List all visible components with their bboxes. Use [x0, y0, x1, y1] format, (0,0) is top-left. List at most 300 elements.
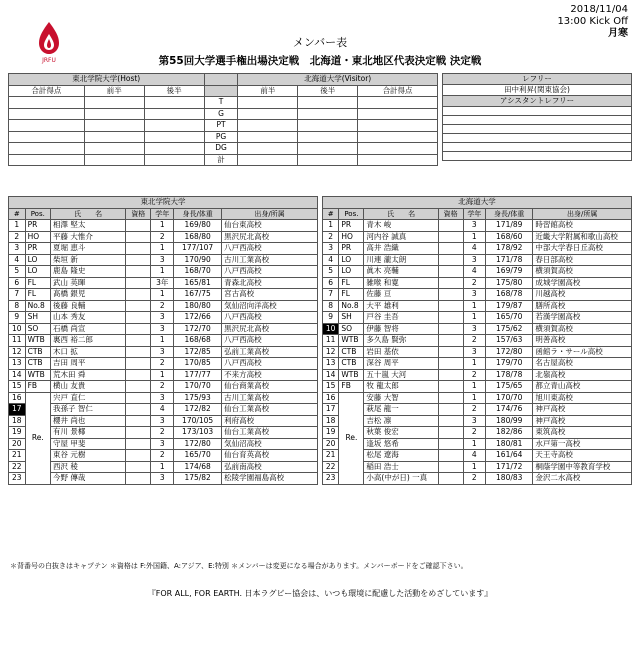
player-school: 明善高校 [533, 335, 632, 347]
player-height-weight: 165/70 [486, 312, 533, 324]
score-cell [358, 97, 438, 109]
player-year: 1 [463, 358, 486, 370]
player-number: 20 [323, 438, 339, 450]
player-position: SH [339, 312, 364, 324]
player-height-weight: 180/81 [486, 438, 533, 450]
score-table [8, 73, 438, 166]
player-school: 金沢二水高校 [533, 473, 632, 485]
player-row [323, 254, 632, 266]
player-row [9, 289, 318, 301]
column-header-year: 学年 [151, 208, 174, 220]
player-name: 雑喉 和寛 [364, 277, 438, 289]
player-name: 髙橋 銀児 [50, 289, 125, 301]
player-name: 多久島 賢弥 [364, 335, 438, 347]
player-name: 深谷 周平 [364, 358, 438, 370]
player-qualification [438, 266, 463, 278]
player-name: 相澤 堅太 [50, 220, 125, 232]
player-name: 萩尾 龍一 [364, 404, 438, 416]
player-number: 17 [9, 404, 26, 416]
player-height-weight: 170/105 [174, 415, 222, 427]
player-number: 2 [9, 231, 26, 243]
home-roster-table [8, 196, 318, 485]
player-height-weight: 171/78 [486, 254, 533, 266]
player-school: 中部大学春日丘高校 [533, 243, 632, 255]
player-qualification [438, 427, 463, 439]
player-height-weight: 174/76 [486, 404, 533, 416]
score-cell [238, 131, 298, 143]
player-name: 眞木 亮輔 [364, 266, 438, 278]
player-number: 15 [9, 381, 26, 393]
home-team-header: 東北学院大学(Host) [9, 74, 205, 86]
score-cell [358, 131, 438, 143]
player-number: 14 [323, 369, 339, 381]
player-height-weight: 172/80 [486, 346, 533, 358]
visitor-total-label: 合計得点 [358, 85, 438, 97]
player-number: 22 [9, 461, 26, 473]
player-qualification [438, 300, 463, 312]
player-number: 5 [9, 266, 26, 278]
player-row [9, 323, 318, 335]
score-cell [144, 154, 204, 166]
score-cell [358, 154, 438, 166]
score-cell [144, 97, 204, 109]
score-cell [298, 154, 358, 166]
player-school: 弘前南高校 [222, 461, 318, 473]
player-year: 3 [463, 289, 486, 301]
player-school: 松陵学園福島高校 [222, 473, 318, 485]
player-qualification [438, 358, 463, 370]
player-qualification [126, 243, 151, 255]
player-year: 3 [151, 438, 174, 450]
player-height-weight: 169/80 [174, 220, 222, 232]
player-position: No.8 [25, 300, 50, 312]
player-year: 3 [151, 254, 174, 266]
player-height-weight: 172/66 [174, 312, 222, 324]
visitor-team-header: 北海道大学(Visitor) [238, 74, 438, 86]
player-year: 1 [151, 220, 174, 232]
player-number: 6 [323, 277, 339, 289]
team-name-header: 東北学院大学 [9, 197, 318, 209]
player-position: SO [25, 323, 50, 335]
player-name: 戸谷 圭吾 [364, 312, 438, 324]
player-name: 後藤 良輔 [50, 300, 125, 312]
player-school: 気仙沼向洋高校 [222, 300, 318, 312]
player-school: 宮古高校 [222, 289, 318, 301]
player-school: 利府高校 [222, 415, 318, 427]
player-qualification [126, 450, 151, 462]
player-year: 1 [463, 231, 486, 243]
player-row [9, 461, 318, 473]
player-qualification [126, 277, 151, 289]
player-number: 14 [9, 369, 26, 381]
player-qualification [438, 231, 463, 243]
player-year: 1 [463, 392, 486, 404]
player-qualification [126, 254, 151, 266]
player-row [323, 381, 632, 393]
player-height-weight: 157/63 [486, 335, 533, 347]
player-name: 松尾 遼海 [364, 450, 438, 462]
player-name: 我孫子 智仁 [50, 404, 125, 416]
player-row [323, 300, 632, 312]
player-year: 2 [151, 450, 174, 462]
player-position: No.8 [339, 300, 364, 312]
reserve-label: Re. [25, 392, 50, 484]
player-qualification [438, 450, 463, 462]
player-qualification [438, 415, 463, 427]
column-header-qual: 資格 [438, 208, 463, 220]
score-cell [358, 120, 438, 132]
player-school: 膳所高校 [533, 300, 632, 312]
player-row [9, 254, 318, 266]
player-number: 7 [323, 289, 339, 301]
player-position: FL [25, 289, 50, 301]
player-qualification [438, 277, 463, 289]
player-year: 4 [463, 450, 486, 462]
player-qualification [126, 381, 151, 393]
player-height-weight: 177/77 [174, 369, 222, 381]
score-cell [84, 120, 144, 132]
player-name: 夏堀 恵斗 [50, 243, 125, 255]
player-position: WTB [25, 369, 50, 381]
player-height-weight: 179/87 [486, 300, 533, 312]
player-year: 1 [463, 312, 486, 324]
score-cell [298, 108, 358, 120]
player-number: 4 [323, 254, 339, 266]
player-height-weight: 178/92 [486, 243, 533, 255]
player-year: 1 [151, 369, 174, 381]
score-cell [144, 131, 204, 143]
player-school: 近畿大学附属和歌山高校 [533, 231, 632, 243]
player-name: 石橋 尚宣 [50, 323, 125, 335]
player-qualification [126, 300, 151, 312]
player-school: 成城学園高校 [533, 277, 632, 289]
score-cell [358, 108, 438, 120]
player-position: HO [25, 231, 50, 243]
player-row [9, 312, 318, 324]
player-name: 安藤 大智 [364, 392, 438, 404]
player-height-weight: 177/107 [174, 243, 222, 255]
score-row [9, 143, 438, 155]
player-school: 仙台工業高校 [222, 427, 318, 439]
player-number: 21 [9, 450, 26, 462]
player-position: PR [339, 243, 364, 255]
player-number: 17 [323, 404, 339, 416]
score-cell [298, 143, 358, 155]
player-year: 3 [463, 415, 486, 427]
footer-slogan: 『FOR ALL, FOR EARTH. 日本ラグビー協会は、いつも環境に配慮した活動をめざしています』 [147, 589, 493, 598]
player-number: 22 [323, 461, 339, 473]
player-number: 1 [323, 220, 339, 232]
player-name: 武山 英暉 [50, 277, 125, 289]
player-number: 23 [9, 473, 26, 485]
player-number: 11 [323, 335, 339, 347]
player-position: LO [339, 254, 364, 266]
player-row [323, 243, 632, 255]
score-cell [9, 108, 85, 120]
player-school: 不来方高校 [222, 369, 318, 381]
player-height-weight: 167/75 [174, 289, 222, 301]
score-row [9, 131, 438, 143]
visitor-first-label: 前半 [238, 85, 298, 97]
player-school: 神戸高校 [533, 404, 632, 416]
player-number: 16 [323, 392, 339, 404]
player-year: 2 [463, 473, 486, 485]
player-number: 11 [9, 335, 26, 347]
player-school: 黒沢尻北高校 [222, 323, 318, 335]
player-qualification [438, 289, 463, 301]
home-first-label: 前半 [84, 85, 144, 97]
player-row [9, 473, 318, 485]
player-number: 10 [323, 323, 339, 335]
player-number: 4 [9, 254, 26, 266]
player-year: 3 [151, 312, 174, 324]
player-year: 2 [463, 427, 486, 439]
player-height-weight: 174/68 [174, 461, 222, 473]
player-height-weight: 168/80 [174, 231, 222, 243]
player-year: 4 [463, 243, 486, 255]
score-cell [9, 131, 85, 143]
column-header-body: 身長/体重 [486, 208, 533, 220]
player-number: 3 [9, 243, 26, 255]
player-name: 吉田 周平 [50, 358, 125, 370]
player-height-weight: 173/103 [174, 427, 222, 439]
player-school: 黒沢尻北高校 [222, 231, 318, 243]
player-row [323, 312, 632, 324]
player-school: 仙台育英高校 [222, 450, 318, 462]
player-height-weight: 170/70 [486, 392, 533, 404]
player-number: 5 [323, 266, 339, 278]
player-year: 3 [151, 473, 174, 485]
player-qualification [126, 231, 151, 243]
player-row [323, 461, 632, 473]
player-school: 春日部高校 [533, 254, 632, 266]
player-number: 12 [9, 346, 26, 358]
player-number: 7 [9, 289, 26, 301]
player-name: 牧 龍太郎 [364, 381, 438, 393]
score-cell [238, 120, 298, 132]
player-height-weight: 165/70 [174, 450, 222, 462]
player-row [9, 335, 318, 347]
player-row [323, 335, 632, 347]
player-height-weight: 171/89 [486, 220, 533, 232]
score-row-label: T [204, 97, 238, 109]
player-number: 13 [9, 358, 26, 370]
player-school: 気仙沼高校 [222, 438, 318, 450]
score-cell [238, 143, 298, 155]
player-number: 8 [9, 300, 26, 312]
player-qualification [126, 461, 151, 473]
player-name: 鹿島 隆史 [50, 266, 125, 278]
score-cell [298, 120, 358, 132]
svg-text:JRFU: JRFU [42, 57, 56, 64]
score-cell [84, 97, 144, 109]
player-year: 3 [151, 323, 174, 335]
player-year: 1 [463, 461, 486, 473]
player-position: WTB [339, 369, 364, 381]
player-qualification [126, 392, 151, 404]
player-year: 2 [463, 404, 486, 416]
player-row [323, 277, 632, 289]
column-header-name: 氏 名 [50, 208, 125, 220]
player-height-weight: 171/72 [486, 461, 533, 473]
player-height-weight: 178/78 [486, 369, 533, 381]
score-cell [9, 120, 85, 132]
player-school: 古川工業高校 [222, 254, 318, 266]
player-height-weight: 172/80 [174, 438, 222, 450]
player-row [323, 358, 632, 370]
home-total-label: 合計得点 [9, 85, 85, 97]
player-position: SH [25, 312, 50, 324]
player-row [9, 450, 318, 462]
player-row [9, 346, 318, 358]
player-year: 2 [463, 277, 486, 289]
player-qualification [438, 243, 463, 255]
player-name: 逢坂 悠希 [364, 438, 438, 450]
column-header-qual: 資格 [126, 208, 151, 220]
player-row [9, 300, 318, 312]
player-row [323, 427, 632, 439]
score-row-label: PG [204, 131, 238, 143]
player-school: 八戸西高校 [222, 266, 318, 278]
player-row [9, 358, 318, 370]
player-height-weight: 175/62 [486, 323, 533, 335]
assistant-referee-label: アシスタントレフリー [443, 96, 632, 107]
player-qualification [438, 312, 463, 324]
player-row [323, 266, 632, 278]
column-header-num: # [323, 208, 339, 220]
player-school: 八戸西高校 [222, 312, 318, 324]
player-school: 横須賀高校 [533, 266, 632, 278]
player-position: PR [25, 243, 50, 255]
player-height-weight: 180/80 [174, 300, 222, 312]
player-row [9, 392, 318, 404]
player-number: 2 [323, 231, 339, 243]
player-position: PR [339, 220, 364, 232]
player-name: 今野 傳哉 [50, 473, 125, 485]
player-school: 函館ラ・サール高校 [533, 346, 632, 358]
player-school: 弘前工業高校 [222, 346, 318, 358]
player-school: 八戸西高校 [222, 243, 318, 255]
player-school: 天王寺高校 [533, 450, 632, 462]
player-row [323, 450, 632, 462]
player-year: 2 [151, 300, 174, 312]
player-qualification [126, 220, 151, 232]
match-info [557, 4, 628, 40]
player-row [323, 473, 632, 485]
player-qualification [126, 323, 151, 335]
player-position: CTB [339, 358, 364, 370]
player-position: LO [25, 254, 50, 266]
player-name: 平藤 大惟介 [50, 231, 125, 243]
player-name: 佐藤 亘 [364, 289, 438, 301]
player-name: 山本 秀友 [50, 312, 125, 324]
player-name: 柴垣 新 [50, 254, 125, 266]
column-header-school: 出身/所属 [222, 208, 318, 220]
player-year: 1 [151, 266, 174, 278]
player-row [323, 404, 632, 416]
column-header-body: 身長/体重 [174, 208, 222, 220]
player-qualification [126, 335, 151, 347]
score-row-label: PT [204, 120, 238, 132]
player-qualification [438, 220, 463, 232]
player-height-weight: 168/78 [486, 289, 533, 301]
player-qualification [126, 427, 151, 439]
player-position: FL [25, 277, 50, 289]
player-year: 2 [151, 427, 174, 439]
player-position: FB [25, 381, 50, 393]
kickoff-time: 13:00 Kick Off [557, 16, 628, 27]
player-number: 3 [323, 243, 339, 255]
player-school: 時習館高校 [533, 220, 632, 232]
player-qualification [438, 381, 463, 393]
player-name: 木口 拡 [50, 346, 125, 358]
player-school: 東筑高校 [533, 427, 632, 439]
player-number: 19 [323, 427, 339, 439]
player-row [9, 438, 318, 450]
player-name: 高井 浩織 [364, 243, 438, 255]
player-number: 18 [323, 415, 339, 427]
player-height-weight: 168/68 [174, 335, 222, 347]
player-position: FL [339, 277, 364, 289]
score-cell [84, 108, 144, 120]
player-number: 15 [323, 381, 339, 393]
player-year: 4 [151, 404, 174, 416]
player-name: 秋葉 俊宏 [364, 427, 438, 439]
player-qualification [126, 289, 151, 301]
player-school: 若漢学園高校 [533, 312, 632, 324]
score-cell [238, 108, 298, 120]
player-qualification [126, 438, 151, 450]
player-height-weight: 179/70 [486, 358, 533, 370]
player-row [323, 438, 632, 450]
player-school: 八戸西高校 [222, 358, 318, 370]
player-row [323, 415, 632, 427]
player-qualification [438, 369, 463, 381]
player-height-weight: 165/81 [174, 277, 222, 289]
score-row-label: G [204, 108, 238, 120]
player-name: 守屋 甲斐 [50, 438, 125, 450]
page-title: メンバー表 [292, 36, 348, 49]
player-qualification [438, 346, 463, 358]
player-row [9, 277, 318, 289]
player-school: 横須賀高校 [533, 323, 632, 335]
score-cell [298, 97, 358, 109]
score-cell [144, 108, 204, 120]
player-row [9, 220, 318, 232]
player-name: 西沢 稜 [50, 461, 125, 473]
player-year: 1 [151, 335, 174, 347]
player-position: CTB [25, 346, 50, 358]
player-year: 2 [463, 369, 486, 381]
player-year: 3年 [151, 277, 174, 289]
player-number: 1 [9, 220, 26, 232]
player-number: 12 [323, 346, 339, 358]
player-year: 3 [463, 346, 486, 358]
player-name: 伊藤 智将 [364, 323, 438, 335]
player-year: 3 [151, 346, 174, 358]
player-qualification [438, 392, 463, 404]
player-height-weight: 170/85 [174, 358, 222, 370]
player-qualification [126, 358, 151, 370]
visitor-second-label: 後半 [298, 85, 358, 97]
player-qualification [438, 404, 463, 416]
score-cell [144, 143, 204, 155]
player-school: 仙台商業高校 [222, 381, 318, 393]
player-number: 21 [323, 450, 339, 462]
player-height-weight: 172/85 [174, 346, 222, 358]
player-school: 川越高校 [533, 289, 632, 301]
home-second-label: 後半 [144, 85, 204, 97]
